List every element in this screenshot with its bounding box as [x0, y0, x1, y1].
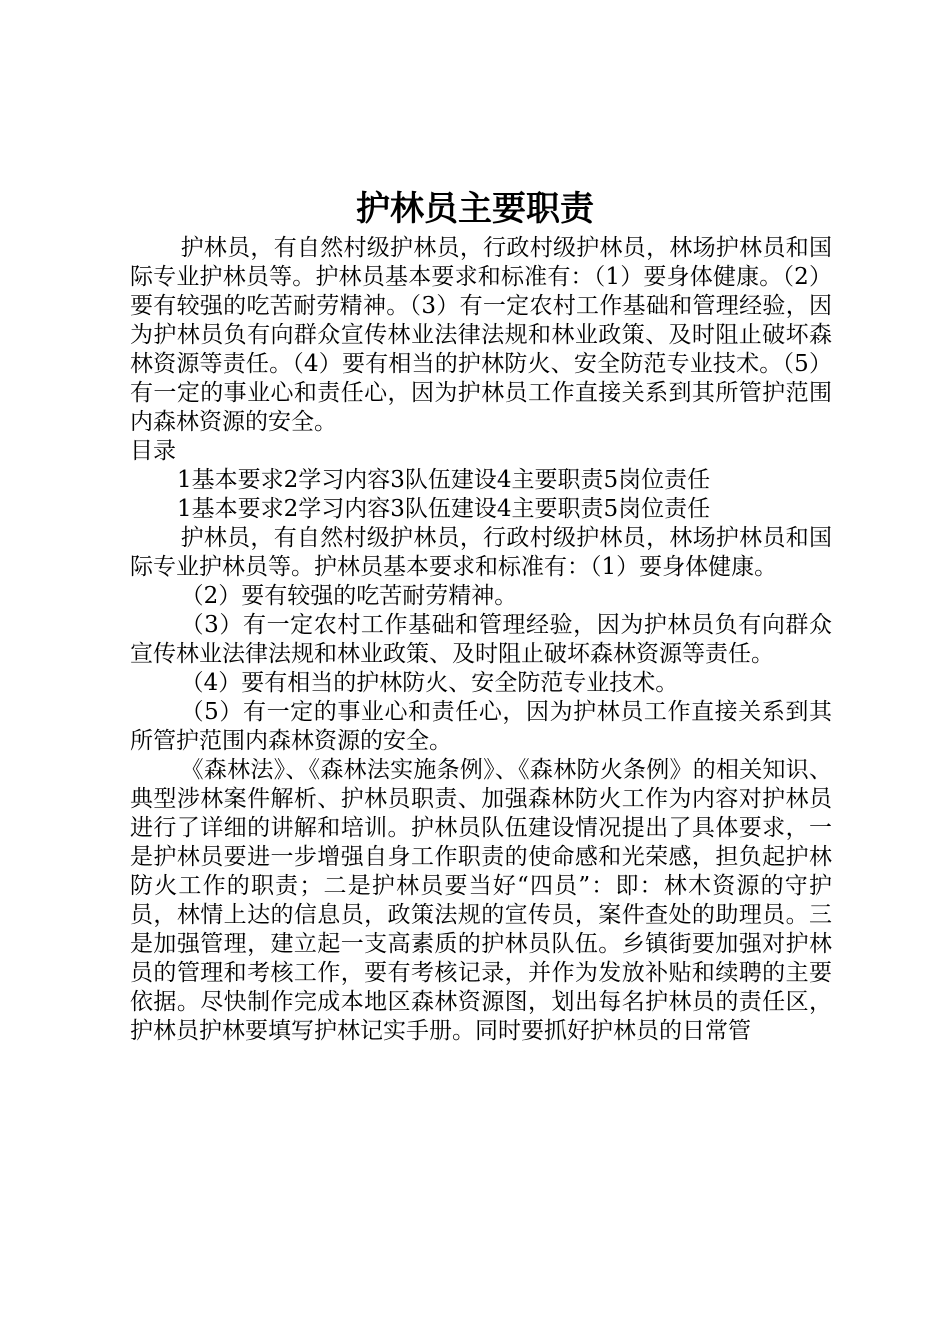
- toc-line: 1基本要求2学习内容3队伍建设4主要职责5岗位责任: [177, 467, 711, 493]
- document-title: 护林员主要职责: [356, 189, 594, 229]
- intro-paragraph: 护林员，有自然村级护林员，行政村级护林员，林场护林员和国际专业护林员等。护林员基本要求和标准有：（1）要身体健康。（2）要有较强的吃苦耐劳精神。（3）有一定农村工作基础和管理经验，因为护林员负有向群众宣传林业法律法规和林业政策、及时阻止破坏森林资源等责任。（4）要有相当的护林防火、安全防范专业技术。（5）有一定的事业心和责任心，因为护林员工作直接关系到其所管护范围内森林资源的安全。: [130, 235, 832, 435]
- toc-heading: 目录: [130, 438, 176, 464]
- requirement-item: （3）有一定农村工作基础和管理经验，因为护林员负有向群众宣传林业法律法规和林业政策、及时阻止破坏森林资源等责任。: [130, 612, 832, 667]
- toc-line: 1基本要求2学习内容3队伍建设4主要职责5岗位责任: [177, 496, 711, 522]
- requirement-item: （4）要有相当的护林防火、安全防范专业技术。: [180, 670, 679, 696]
- requirement-item: （5）有一定的事业心和责任心，因为护林员工作直接关系到其所管护范围内森林资源的安全。: [130, 699, 832, 754]
- requirement-item: （2）要有较强的吃苦耐劳精神。: [180, 583, 518, 609]
- training-paragraph: 《森林法》、《森林法实施条例》、《森林防火条例》的相关知识、典型涉林案件解析、护林员职责、加强森林防火工作为内容对护林员进行了详细的讲解和培训。护林员队伍建设情况提出了具体要求，一是护林员要进一步增强自身工作职责的使命感和光荣感，担负起护林防火工作的职责；二是护林员要当好“四员”：即：林木资源的守护员，林情上达的信息员，政策法规的宣传员，案件查处的助理员。三是加强管理，建立起一支高素质的护林员队伍。乡镇街要加强对护林员的管理和考核工作，要有考核记录，并作为发放补贴和续聘的主要依据。尽快制作完成本地区森林资源图，划出每名护林员的责任区，护林员护林要填写护林记实手册。同时要抓好护林员的日常管: [130, 757, 832, 1044]
- document-body: [130, 234, 832, 1046]
- requirements-paragraph: 护林员，有自然村级护林员，行政村级护林员，林场护林员和国际专业护林员等。护林员基本要求和标准有：（1）要身体健康。: [130, 525, 832, 580]
